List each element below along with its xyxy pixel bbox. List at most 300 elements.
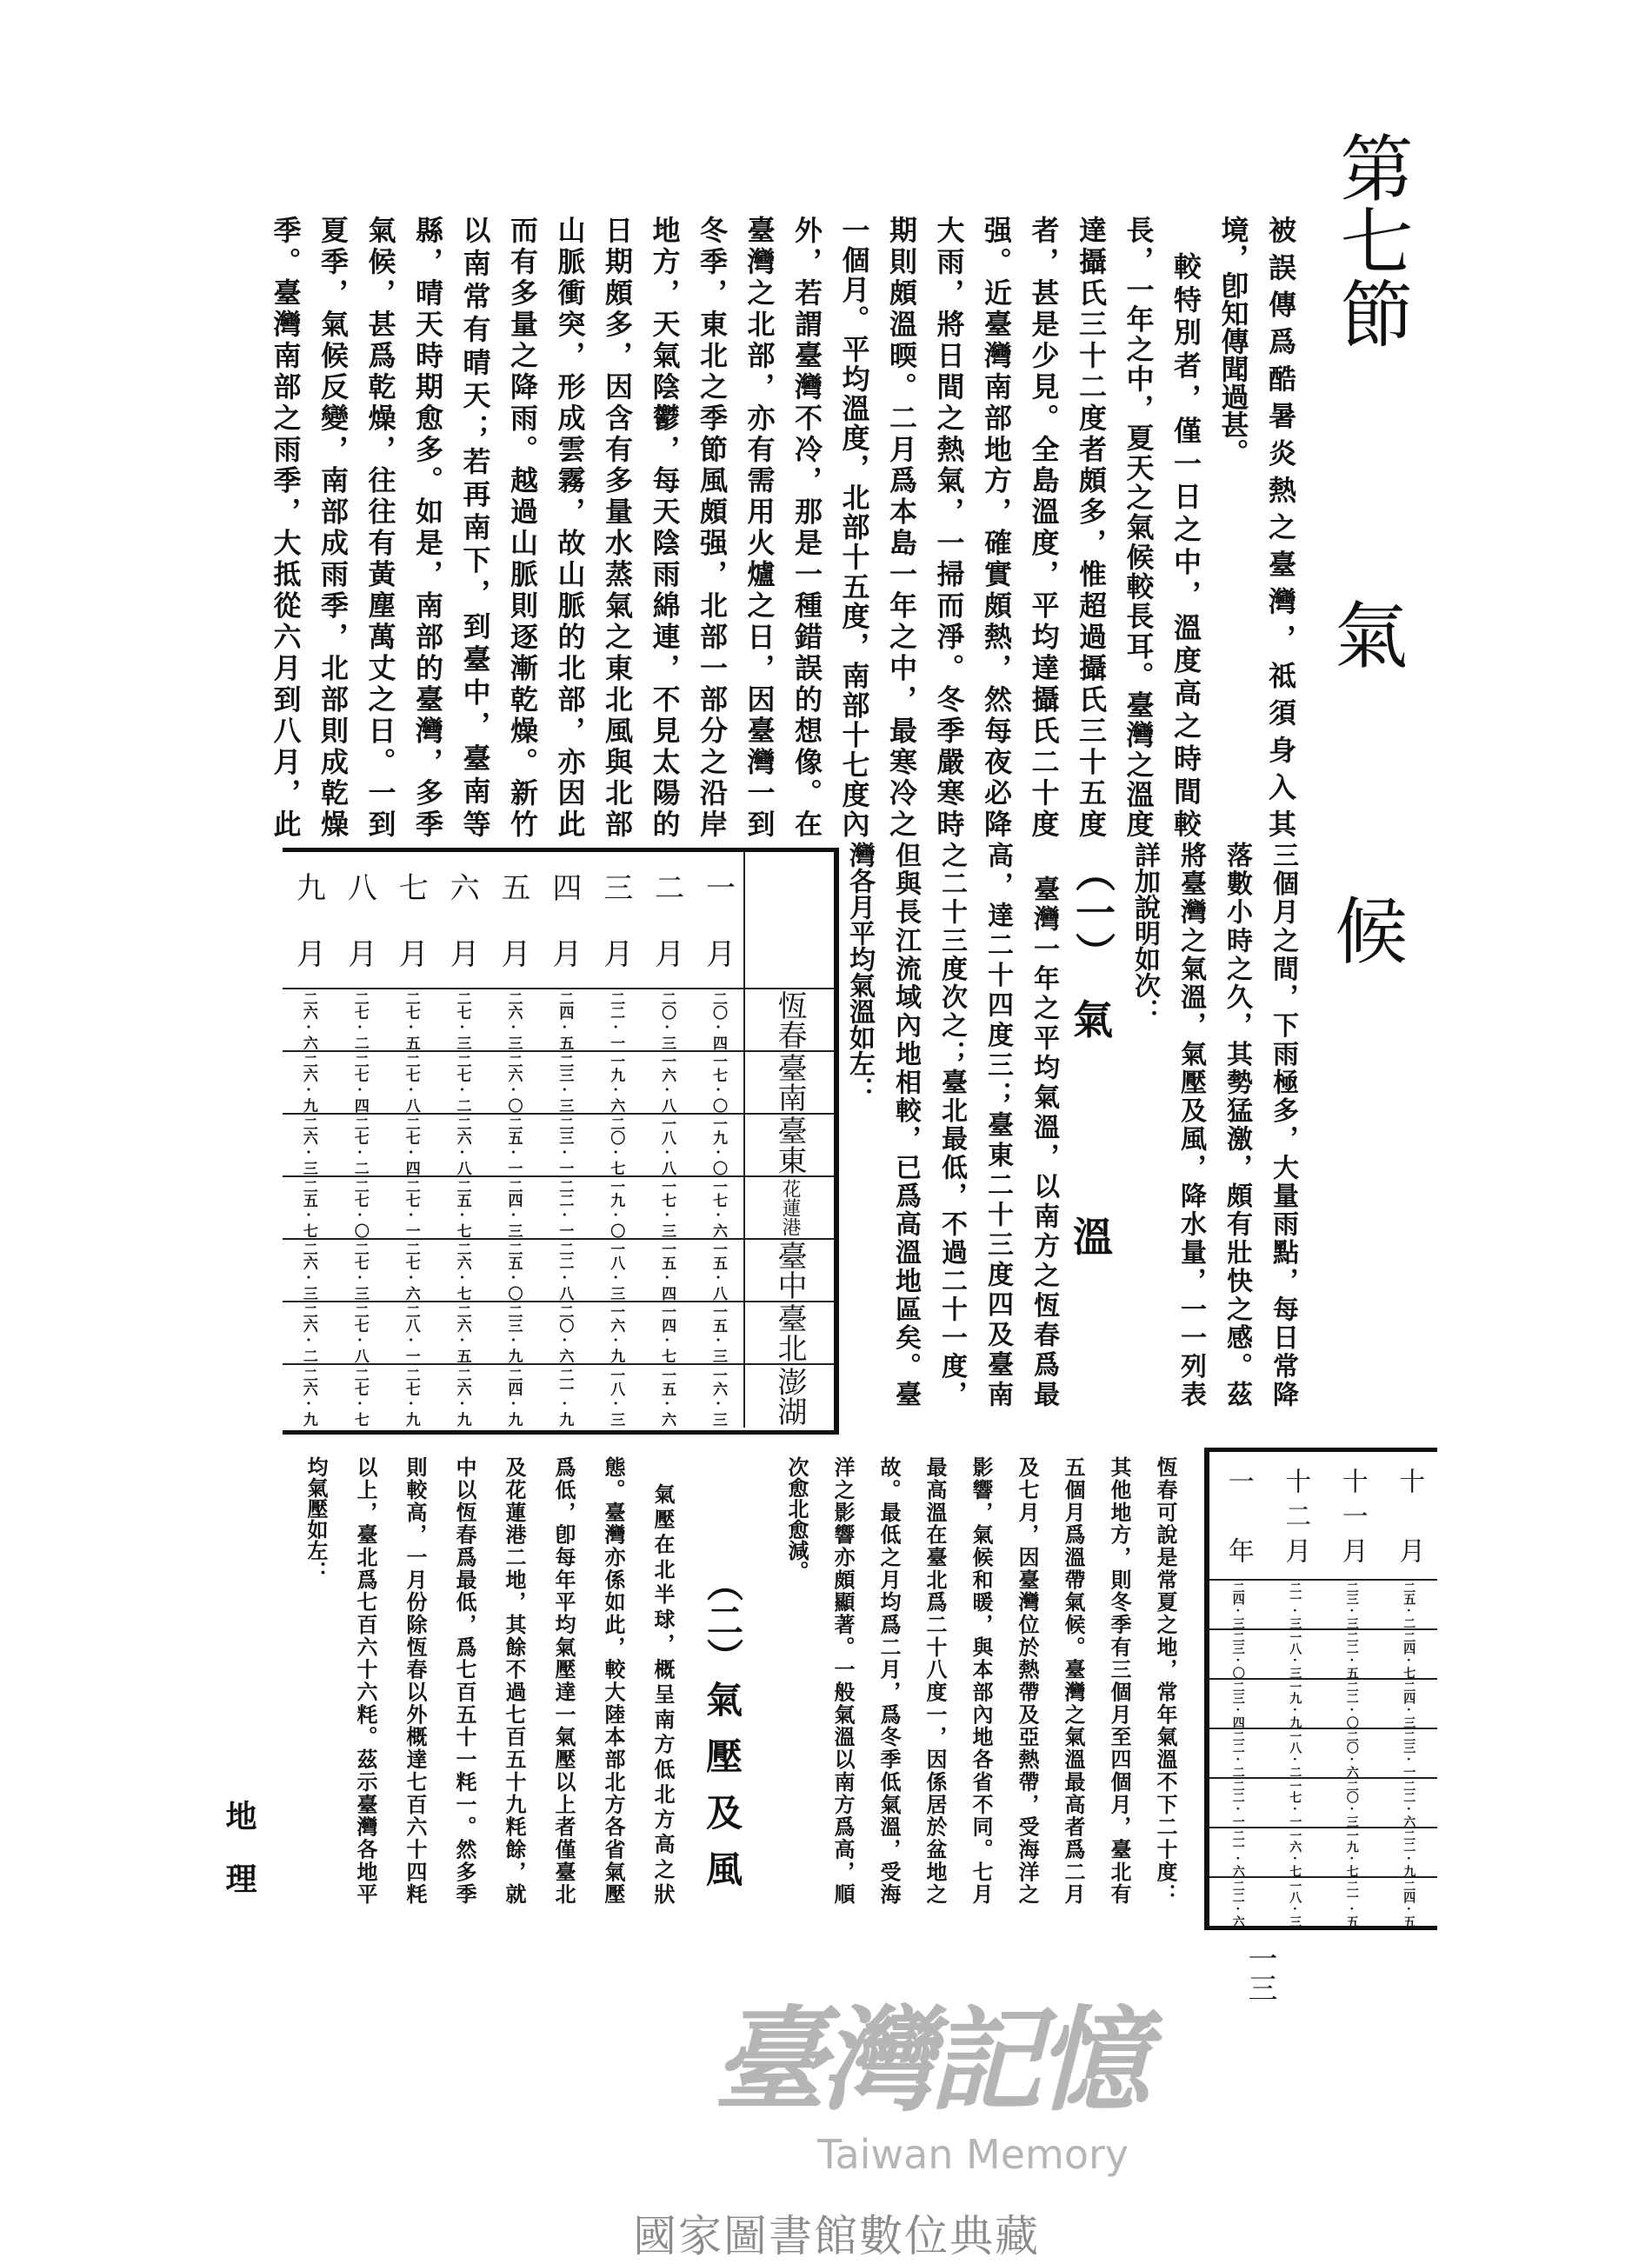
text-column: 冬季，東北之季節風頗强，北部一部分之沿岸 <box>696 216 729 837</box>
text-column: 縣，晴天時期愈多。如是，南部的臺灣，多季 <box>411 216 444 837</box>
temperature-value: 二四·三 <box>1230 1581 1245 1628</box>
text-column: 及花蓮港二地，其餘不過七百五十九粍餘，就 <box>502 1456 527 1904</box>
text-column: 大雨，將日間之熱氣，一掃而淨。冬季嚴寒時 <box>932 216 966 837</box>
text-column: 者，甚是少見。全島溫度，平均達攝氏二十度 <box>1027 216 1061 837</box>
month-label: 五月 <box>495 872 530 968</box>
temperature-cell <box>1323 1828 1381 1876</box>
month-header-cell <box>488 852 539 988</box>
temperature-value: 二四·三 <box>504 1178 523 1237</box>
table-row <box>283 1240 834 1302</box>
temperature-cell <box>1267 1680 1324 1728</box>
temperature-value: 二六·三 <box>299 1115 317 1175</box>
section-title-char: 候 <box>1335 889 1409 975</box>
month-header-cell <box>590 852 641 988</box>
temperature-value: 二六·五 <box>453 1303 471 1362</box>
temperature-value: 一八·八 <box>658 1115 676 1175</box>
temperature-value: 一九·〇 <box>607 1178 625 1237</box>
temperature-cell <box>436 1365 488 1428</box>
temperature-cell <box>641 1115 692 1175</box>
text-column: 外，若謂臺灣不冷，那是一種錯誤的想像。在 <box>790 216 823 837</box>
temperature-value: 二六·六 <box>299 990 317 1049</box>
month-header-cell <box>538 852 590 988</box>
temperature-summary-text-block <box>774 1456 1189 1904</box>
text-column: 季。臺灣南部之雨季，大抵從六月到八月，此 <box>269 216 303 837</box>
heading-char: 及 <box>706 1792 743 1835</box>
temperature-cell <box>334 1365 385 1428</box>
text-column: 五個月爲溫帶氣候。臺灣之氣溫最高者爲二月 <box>1061 1456 1086 1904</box>
temperature-value: 二六·八 <box>453 1115 471 1175</box>
text-column: 日期頗多，因含有多量水蒸氣之東北風與北部 <box>601 216 634 837</box>
temperature-value: 二三·三 <box>1344 1581 1359 1628</box>
text-column: 將臺灣之氣溫，氣壓及風，降水量，一一列表 <box>1176 842 1206 1407</box>
temperature-cell <box>590 1302 641 1363</box>
text-column: 態。臺灣亦係如此，較大陸本部北方各省氣壓 <box>601 1456 626 1904</box>
month-label: 十月 <box>1394 1468 1425 1563</box>
temperature-value: 二〇·七 <box>607 1115 625 1175</box>
temperature-value: 一九·九 <box>1288 1680 1302 1728</box>
station-label-cell <box>743 989 834 1050</box>
table-row <box>283 1115 834 1177</box>
text-column: 一個月。平均溫度，北部十五度，南部十七度內 <box>837 216 871 837</box>
temperature-cell <box>334 1115 385 1175</box>
temperature-value: 二七·一 <box>402 1178 420 1237</box>
temperature-value: 二六·九 <box>299 1367 317 1426</box>
temperature-value: 一六·三 <box>709 1367 728 1426</box>
station-label-cell <box>743 1052 834 1113</box>
station-name: 臺南 <box>772 1053 807 1112</box>
temperature-value: 一七·〇 <box>709 1053 728 1112</box>
temperature-value: 二一·五 <box>1344 1879 1359 1927</box>
month-header-cell <box>1267 1452 1324 1579</box>
text-column: 較特別者，僅一日之中，溫度高之時間較 <box>1169 252 1202 837</box>
temperature-cell <box>488 1302 539 1363</box>
temperature-value: 二三·三 <box>556 1053 574 1112</box>
intro-text-block <box>1122 842 1306 1407</box>
temperature-cell <box>488 1365 539 1428</box>
temperature-cell <box>538 1240 590 1301</box>
temperature-cell <box>1209 1630 1267 1678</box>
temperature-cell <box>385 1052 436 1113</box>
text-column: 均氣壓如左： <box>303 1456 329 1581</box>
watermark-logo: 臺灣記憶 <box>713 1994 1145 2127</box>
temperature-cell <box>385 1115 436 1175</box>
temperature-cell <box>1209 1581 1267 1628</box>
text-column: 次愈北愈減。 <box>784 1456 809 1581</box>
temperature-value: 二一·九 <box>556 1367 574 1426</box>
table-row <box>1209 1680 1437 1729</box>
text-column: 灣各月平均氣溫如左： <box>844 842 875 1102</box>
temperature-cell <box>538 1177 590 1238</box>
temperature-value: 一七·六 <box>709 1178 728 1237</box>
temperature-value: 一六·八 <box>658 1053 676 1112</box>
text-column: 夏季，氣候反變，南部成雨季，北部則成乾燥 <box>316 216 350 837</box>
temperature-value: 二〇·六 <box>556 1303 574 1362</box>
month-label: 十二月 <box>1280 1468 1311 1563</box>
temperature-value: 二六·九 <box>453 1367 471 1426</box>
temperature-cell <box>1209 1878 1267 1928</box>
temperature-value: 二四·三 <box>1402 1680 1416 1728</box>
temperature-value: 二五·二 <box>1402 1581 1416 1628</box>
text-column: 中以恆春爲最低，爲七百五十一粍一。然多季 <box>452 1456 477 1904</box>
table-corner-cell <box>743 852 834 988</box>
temperature-value: 二二·一 <box>1230 1779 1245 1827</box>
text-column: 其他地方，則冬季有三個月至四個月，臺北有 <box>1107 1456 1132 1904</box>
temperature-cell <box>1381 1878 1438 1928</box>
temperature-cell <box>283 1052 334 1113</box>
temperature-cell <box>283 989 334 1050</box>
temperature-cell <box>590 989 641 1050</box>
temperature-value: 二四·九 <box>504 1367 523 1426</box>
temperature-cell <box>1209 1680 1267 1728</box>
temperature-value: 二七·三 <box>453 990 471 1049</box>
temperature-value: 二七·三 <box>350 1241 369 1300</box>
text-column: 爲低，卽每年平均氣壓達一氣壓以上者僅臺北 <box>551 1456 576 1904</box>
temperature-cell <box>283 1302 334 1363</box>
temperature-cell <box>538 1052 590 1113</box>
table-row <box>283 989 834 1052</box>
temperature-value: 二二·一 <box>556 1178 574 1237</box>
temperature-cell <box>1209 1729 1267 1777</box>
temperature-value: 二七·八 <box>402 1053 420 1112</box>
temperature-cell <box>283 1115 334 1175</box>
temperature-value: 一九·七 <box>1344 1828 1359 1876</box>
watermark-english: Taiwan Memory <box>817 2131 1129 2178</box>
text-column: 之二十三度次之；臺北最低，不過二十一度， <box>936 842 967 1407</box>
table-row <box>1209 1729 1437 1779</box>
temperature-cell <box>1267 1729 1324 1777</box>
temperature-value: 二七·九 <box>402 1367 420 1426</box>
temperature-cell <box>488 1115 539 1175</box>
temperature-cell <box>385 989 436 1050</box>
running-head: 地 理 <box>221 1800 257 1894</box>
temperature-value: 二〇·三 <box>658 990 676 1049</box>
temperature-cell <box>641 989 692 1050</box>
temperature-cell <box>1323 1630 1381 1678</box>
temperature-cell <box>1381 1581 1438 1628</box>
temperature-value: 一五·六 <box>658 1367 676 1426</box>
text-column: 詳加說明如次： <box>1129 842 1160 1024</box>
month-header-cell <box>692 852 743 988</box>
table-row <box>1209 1878 1437 1928</box>
temperature-cell <box>692 1365 743 1428</box>
month-label: 三月 <box>597 872 633 968</box>
temperature-cell <box>590 1115 641 1175</box>
month-label: 十一月 <box>1336 1468 1368 1563</box>
temperature-value: 一九·六 <box>607 1053 625 1112</box>
heading-char: 風 <box>706 1848 743 1891</box>
temperature-cell <box>488 989 539 1050</box>
temperature-cell <box>1381 1729 1438 1777</box>
temperature-value: 二〇·六 <box>1344 1729 1359 1777</box>
temperature-value: 二五·七 <box>299 1178 317 1237</box>
temperature-value: 二七·四 <box>350 1053 369 1112</box>
temperature-cell <box>641 1302 692 1363</box>
temperature-cell <box>590 1052 641 1113</box>
temperature-cell <box>692 1302 743 1363</box>
temperature-cell <box>590 1177 641 1238</box>
temperature-value: 二二·九 <box>1402 1828 1416 1876</box>
temperature-value: 二三·四 <box>1230 1680 1245 1728</box>
heading-number: （二） <box>702 1565 744 1675</box>
temperature-cell <box>488 1052 539 1113</box>
library-footer: 國家圖書館數位典藏 <box>633 2211 1040 2261</box>
temperature-value: 二二·一 <box>607 990 625 1049</box>
temperature-value: 一八·三 <box>607 1241 625 1300</box>
temperature-cell <box>1267 1630 1324 1678</box>
text-column: 則較高，一月份除恆春以外概達七百六十四粍 <box>403 1456 428 1904</box>
text-column: 山脈衝突，形成雲霧，故山脈的北部，亦因此 <box>553 216 587 837</box>
temperature-cell <box>692 1240 743 1301</box>
temperature-value: 二七·六 <box>402 1241 420 1300</box>
heading-char: 氣 <box>706 1679 743 1721</box>
temperature-value: 二三·一 <box>556 1115 574 1175</box>
text-column: 氣壓在北半球，概呈南方低北方高之狀 <box>650 1483 676 1904</box>
temperature-value: 二七·四 <box>402 1115 420 1175</box>
station-name: 臺北 <box>772 1303 807 1362</box>
temperature-value: 二七·七 <box>350 1367 369 1426</box>
station-name: 臺東 <box>772 1115 807 1175</box>
temperature-value: 二六·九 <box>299 1053 317 1112</box>
temperature-value: 二七·二 <box>453 1053 471 1112</box>
temperature-value: 二六·三 <box>299 1241 317 1300</box>
text-column: 臺灣之北部，亦有需用火爐之日，因臺灣一到 <box>743 216 776 837</box>
text-column: 洋之影響亦頗顯著。一般氣溫以南方爲高，順 <box>830 1456 856 1904</box>
temperature-cell <box>436 1115 488 1175</box>
temperature-cell <box>1323 1581 1381 1628</box>
temperature-value: 一四·七 <box>658 1303 676 1362</box>
temperature-value: 一八·二 <box>1288 1729 1302 1777</box>
temperature-value: 二七·二 <box>350 990 369 1049</box>
monthly-temperature-table <box>283 848 839 1435</box>
temperature-cell <box>334 989 385 1050</box>
temperature-cell <box>692 989 743 1050</box>
table-row <box>283 1052 834 1115</box>
temperature-value: 二六·三 <box>504 990 523 1049</box>
temperature-value: 二二·二 <box>1230 1729 1245 1777</box>
temperature-value: 一九·〇 <box>709 1115 728 1175</box>
temperature-cell <box>1267 1828 1324 1876</box>
text-column: 境，卽知傳聞過甚。 <box>1216 216 1250 466</box>
temperature-value: 二二·六 <box>1230 1879 1245 1927</box>
temperature-cell <box>590 1240 641 1301</box>
month-header-cell <box>1209 1452 1267 1579</box>
temperature-cell <box>385 1177 436 1238</box>
month-label: 一月 <box>700 872 736 968</box>
temperature-value: 二四·七 <box>1402 1630 1416 1678</box>
temperature-cell <box>1267 1779 1324 1827</box>
temperature-cell <box>436 1302 488 1363</box>
temperature-value: 二七·五 <box>402 990 420 1049</box>
table-row <box>1209 1630 1437 1680</box>
temperature-cell <box>692 1115 743 1175</box>
temperature-cell <box>1323 1878 1381 1928</box>
temperature-cell <box>436 989 488 1050</box>
temperature-value: 二七·二 <box>350 1115 369 1175</box>
table-row <box>1209 1828 1437 1878</box>
month-label: 七月 <box>393 872 429 968</box>
text-column: 臺灣一年之平均氣溫，以南方之恆春爲最 <box>1029 876 1059 1407</box>
text-column: 期則頗溫㬉。二月爲本島一年之中，最寒冷之 <box>885 216 918 837</box>
temperature-cell <box>436 1052 488 1113</box>
month-header-cell <box>641 852 692 988</box>
section-title-char: 氣 <box>1335 594 1409 679</box>
temperature-cell <box>334 1052 385 1113</box>
table-row <box>283 1302 834 1365</box>
temperature-cell <box>1381 1680 1438 1728</box>
temperature-value: 二〇·四 <box>709 990 728 1049</box>
heading-number: （一） <box>1069 852 1116 972</box>
text-column: 强。近臺灣南部地方，確實頗熱，然每夜必降 <box>980 216 1013 837</box>
temperature-cell <box>538 989 590 1050</box>
temperature-value: 一七·一 <box>1288 1779 1302 1827</box>
text-column: 故。最低之月均爲二月，爲冬季低氣溫，受海 <box>876 1456 902 1904</box>
station-label-cell <box>743 1115 834 1175</box>
temperature-value: 二六·七 <box>453 1241 471 1300</box>
temperature-value: 二七·八 <box>350 1303 369 1362</box>
heading-char: 氣 <box>1073 996 1113 1043</box>
temperature-value: 一八·三 <box>607 1367 625 1426</box>
temperature-value: 二四·五 <box>556 990 574 1049</box>
temperature-value: 二五·一 <box>504 1115 523 1175</box>
temperature-value: 二三·一 <box>1402 1729 1416 1777</box>
temperature-cell <box>641 1177 692 1238</box>
temperature-cell <box>641 1052 692 1113</box>
text-column: 而有多量之降雨。越過山脈則逐漸乾燥。新竹 <box>506 216 539 837</box>
heading-char: 溫 <box>1073 1214 1113 1261</box>
temperature-value: 一八·三 <box>1288 1879 1302 1927</box>
temperature-value: 二二·八 <box>556 1241 574 1300</box>
temperature-value: 一六·七 <box>1288 1828 1302 1876</box>
station-name: 臺中 <box>772 1241 807 1300</box>
temperature-cell <box>1323 1729 1381 1777</box>
temperature-value: 一八·三 <box>1288 1630 1302 1678</box>
temperature-cell <box>334 1177 385 1238</box>
temperature-value: 二二·五 <box>1344 1630 1359 1678</box>
temperature-cell <box>1323 1779 1381 1827</box>
temperature-value: 二一·三 <box>1288 1581 1302 1628</box>
temperature-value: 一六·九 <box>607 1303 625 1362</box>
temperature-cell <box>334 1240 385 1301</box>
temperature-value: 二〇·三 <box>1344 1779 1359 1827</box>
text-column: 地方，天氣陰鬱，每天陰雨綿連，不見太陽的 <box>648 216 682 837</box>
month-label: 四月 <box>546 872 582 968</box>
temperature-value: 二五·七 <box>453 1178 471 1237</box>
temperature-value: 二四·五 <box>1402 1879 1416 1927</box>
temperature-cell <box>488 1240 539 1301</box>
temperature-value: 一五·四 <box>658 1241 676 1300</box>
text-column: 但與長江流域內地相較，已爲高溫地區矣。臺 <box>890 842 921 1407</box>
temperature-cell <box>538 1115 590 1175</box>
top-text-block <box>261 216 1304 837</box>
temperature-cell <box>538 1365 590 1428</box>
month-header-cell <box>283 852 334 988</box>
temperature-value: 二六·〇 <box>504 1053 523 1112</box>
month-label: 八月 <box>342 872 377 968</box>
temperature-cell <box>1267 1581 1324 1628</box>
month-header-cell <box>1323 1452 1381 1579</box>
station-label-cell <box>743 1177 834 1238</box>
month-label: 九月 <box>290 872 326 968</box>
temperature-cell <box>1381 1828 1438 1876</box>
text-column: 落數小時之久，其勢猛激，頗有壯快之感。茲 <box>1222 842 1252 1407</box>
text-column: 三個月之間，下雨極多，大量雨點，每日常降 <box>1268 842 1298 1407</box>
heading-char: 壓 <box>706 1735 743 1778</box>
station-name: 恆春 <box>772 990 807 1049</box>
month-label: 一年 <box>1222 1468 1254 1563</box>
temperature-value: 二一·六 <box>1230 1828 1245 1876</box>
station-name: 澎湖 <box>772 1367 807 1426</box>
temperature-cell <box>283 1240 334 1301</box>
month-header-cell <box>334 852 385 988</box>
temperature-cell <box>385 1302 436 1363</box>
month-header-cell <box>1381 1452 1438 1579</box>
temperature-cell <box>692 1052 743 1113</box>
text-column: 長，一年之中，夏天之氣候較長耳。臺灣之溫度 <box>1122 216 1156 837</box>
text-column: 高，達二十四度三；臺東二十三度四及臺南 <box>983 842 1013 1407</box>
section-title: 第七節 <box>1329 130 1414 350</box>
temperature-cell <box>1323 1680 1381 1728</box>
temperature-cell <box>1381 1630 1438 1678</box>
table-header-row <box>283 852 834 989</box>
table-row <box>283 1177 834 1240</box>
temperature-cell <box>283 1365 334 1428</box>
page-number: 一三 <box>1242 1943 1277 2002</box>
text-column: 以南常有晴天；若再南下，到臺中，臺南等 <box>458 216 492 837</box>
table-row <box>283 1365 834 1428</box>
station-label-cell <box>743 1302 834 1363</box>
temperature-value: 一五·三 <box>709 1303 728 1362</box>
temperature-cell <box>538 1302 590 1363</box>
temperature-value: 二八·一 <box>402 1303 420 1362</box>
temperature-value: 二六·二 <box>299 1303 317 1362</box>
month-label: 六月 <box>444 872 480 968</box>
temperature-value: 二二·六 <box>1402 1779 1416 1827</box>
text-column: 以上，臺北爲七百六十六粍。茲示臺灣各地平 <box>353 1456 378 1904</box>
text-column: 被誤傳爲酷暑炎熱之臺灣，祗須身入其 <box>1264 216 1297 837</box>
temperature-value: 二七·〇 <box>350 1178 369 1237</box>
temperature-cell <box>488 1177 539 1238</box>
temperature-value: 二五·〇 <box>504 1241 523 1300</box>
pressure-text-block <box>291 1456 688 1904</box>
text-column: 及七月，因臺灣位於熱帶及亞熱帶，受海洋之 <box>1015 1456 1040 1904</box>
text-column: 影響，氣候和暖，與本部內地各省不同。七月 <box>969 1456 994 1904</box>
month-header-cell <box>436 852 488 988</box>
month-label: 二月 <box>649 872 684 968</box>
temperature-cell <box>1381 1779 1438 1827</box>
temperature-cell <box>334 1302 385 1363</box>
temperature-cell <box>692 1177 743 1238</box>
station-name: 花蓮港 <box>779 1179 801 1236</box>
temperature-cell <box>1209 1828 1267 1876</box>
temperature-value: 一七·三 <box>658 1178 676 1237</box>
text-column: 恆春可說是常夏之地，常年氣溫不下二十度： <box>1153 1456 1178 1904</box>
temperature-cell <box>436 1177 488 1238</box>
temperature-text-block <box>836 842 1067 1407</box>
monthly-temperature-table-continued <box>1204 1448 1437 1930</box>
station-label-cell <box>743 1240 834 1301</box>
temperature-cell <box>1209 1779 1267 1827</box>
temperature-value: 二三·九 <box>504 1303 523 1362</box>
text-column: 最高溫在臺北爲二十八度一，因係居於盆地之 <box>923 1456 948 1904</box>
month-header-cell <box>385 852 436 988</box>
temperature-cell <box>385 1365 436 1428</box>
table-row <box>1209 1581 1437 1630</box>
temperature-cell <box>641 1240 692 1301</box>
temperature-cell <box>641 1365 692 1428</box>
temperature-cell <box>283 1177 334 1238</box>
temperature-value: 一五·八 <box>709 1241 728 1300</box>
temperature-value: 二二·〇 <box>1344 1680 1359 1728</box>
